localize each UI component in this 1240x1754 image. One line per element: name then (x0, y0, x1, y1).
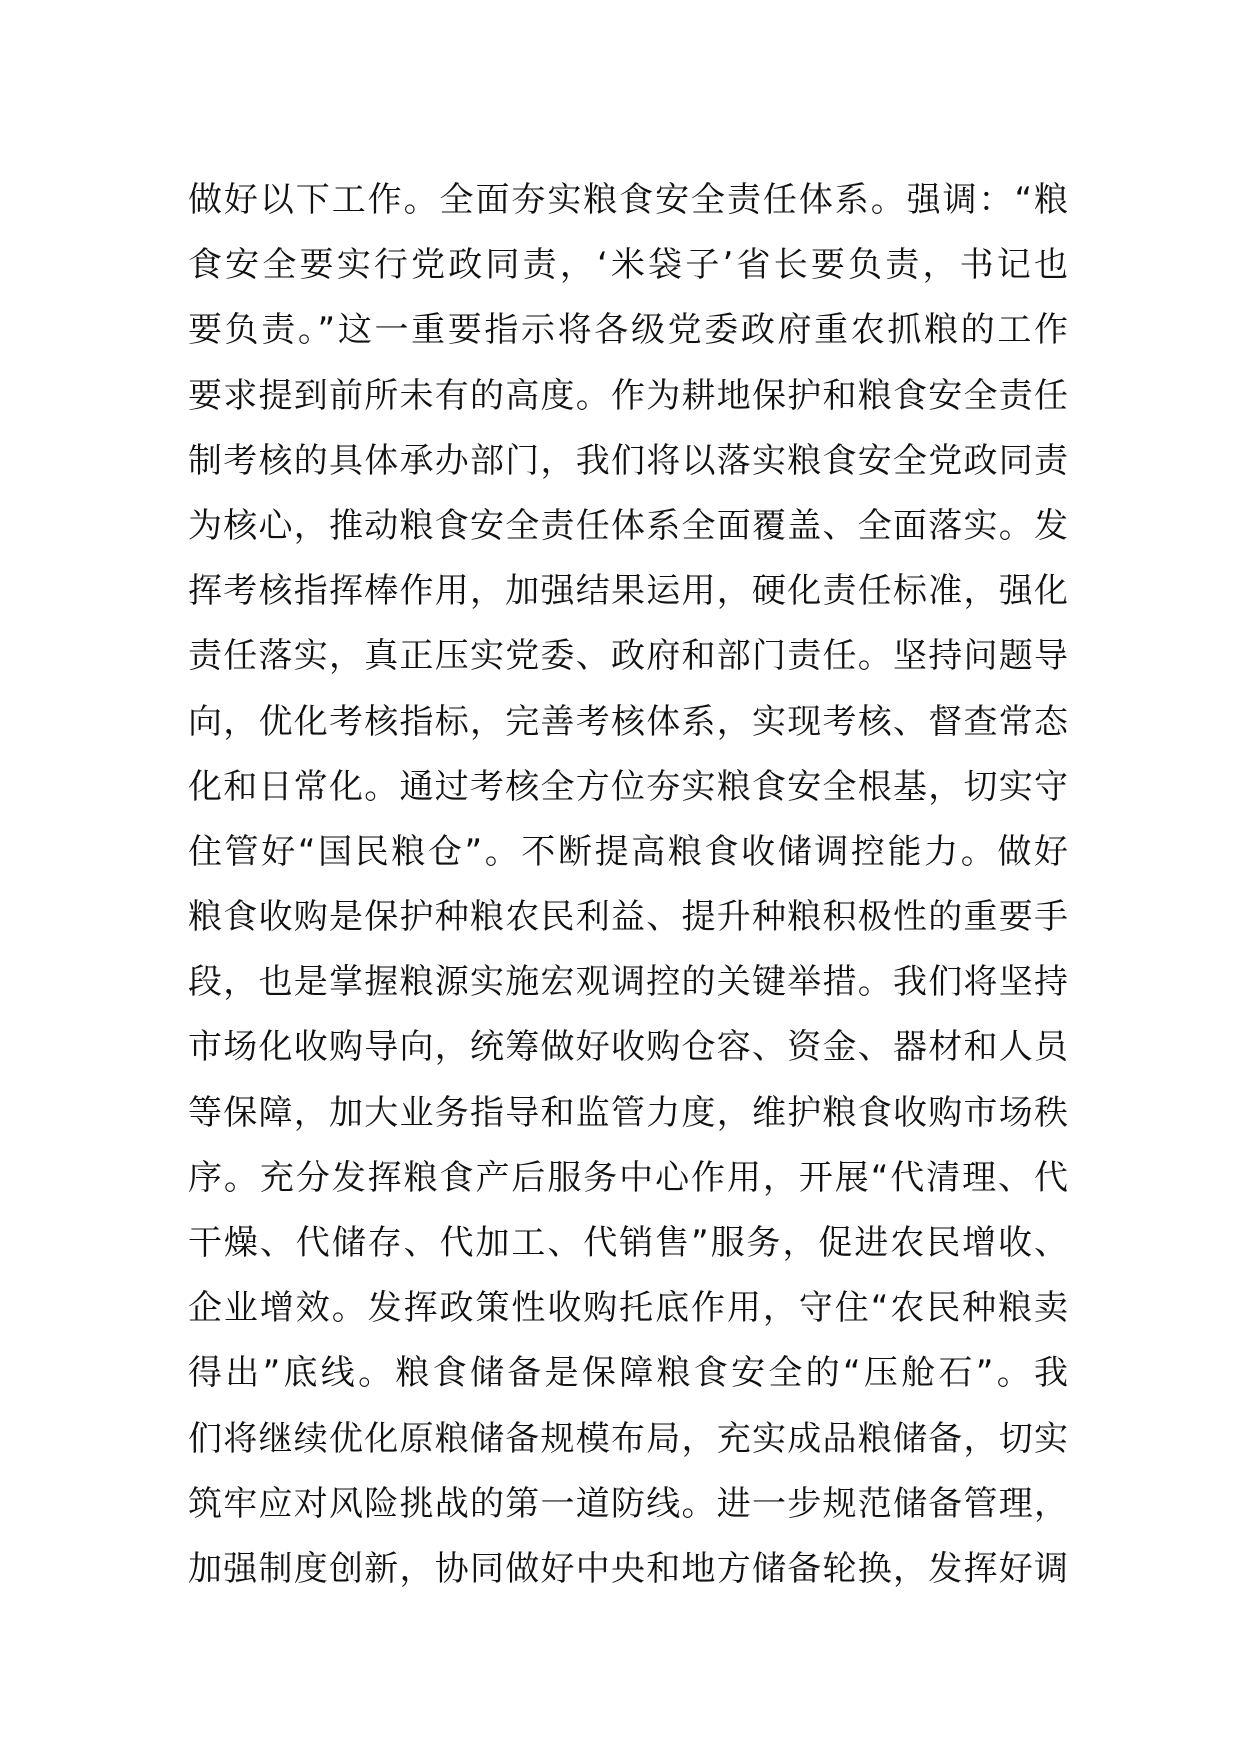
text-line: 食安全要实行党政同责，‘米袋子’省长要负责，书记也 (188, 245, 1068, 286)
text-line: 做好以下工作。全面夯实粮食安全责任体系。强调：“粮 (188, 180, 1068, 220)
text-line: 企业增效。发挥政策性收购托底作用，守住“农民种粮卖 (188, 1288, 1068, 1329)
text-line: 段，也是掌握粮源实施宏观调控的关键举措。我们将坚持 (188, 962, 1068, 1003)
text-line: 加强制度创新，协同做好中央和地方储备轮换，发挥好调 (188, 1548, 1068, 1589)
text-line: 制考核的具体承办部门，我们将以落实粮食安全党政同责 (188, 440, 1068, 481)
text-line: 住管好“国民粮仓”。不断提高粮食收储调控能力。做好 (188, 831, 1068, 872)
text-line: 化和日常化。通过考核全方位夯实粮食安全根基，切实守 (188, 766, 1068, 807)
text-line: 要求提到前所未有的高度。作为耕地保护和粮食安全责任 (188, 375, 1068, 416)
text-line: 责任落实，真正压实党委、政府和部门责任。坚持问题导 (188, 636, 1068, 677)
text-line: 粮食收购是保护种粮农民利益、提升种粮积极性的重要手 (188, 897, 1068, 938)
text-line: 序。充分发挥粮食产后服务中心作用，开展“代清理、代 (188, 1157, 1068, 1198)
text-line: 得出”底线。粮食储备是保障粮食安全的“压舱石”。我 (188, 1353, 1068, 1394)
text-line: 等保障，加大业务指导和监管力度，维护粮食收购市场秩 (188, 1092, 1068, 1133)
text-line: 挥考核指挥棒作用，加强结果运用，硬化责任标准，强化 (188, 571, 1068, 612)
text-line: 们将继续优化原粮储备规模布局，充实成品粮储备，切实 (188, 1418, 1068, 1459)
text-line: 要负责。”这一重要指示将各级党委政府重农抓粮的工作 (188, 310, 1068, 351)
body-text (188, 168, 1068, 1602)
text-line: 干燥、代储存、代加工、代销售”服务，促进农民增收、 (188, 1223, 1068, 1263)
text-line: 为核心，推动粮食安全责任体系全面覆盖、全面落实。发 (188, 505, 1068, 546)
text-line: 市场化收购导向，统筹做好收购仓容、资金、器材和人员 (188, 1027, 1068, 1068)
text-line: 筑牢应对风险挑战的第一道防线。进一步规范储备管理， (188, 1483, 1068, 1524)
text-line: 向，优化考核指标，完善考核体系，实现考核、督查常态 (188, 701, 1068, 742)
